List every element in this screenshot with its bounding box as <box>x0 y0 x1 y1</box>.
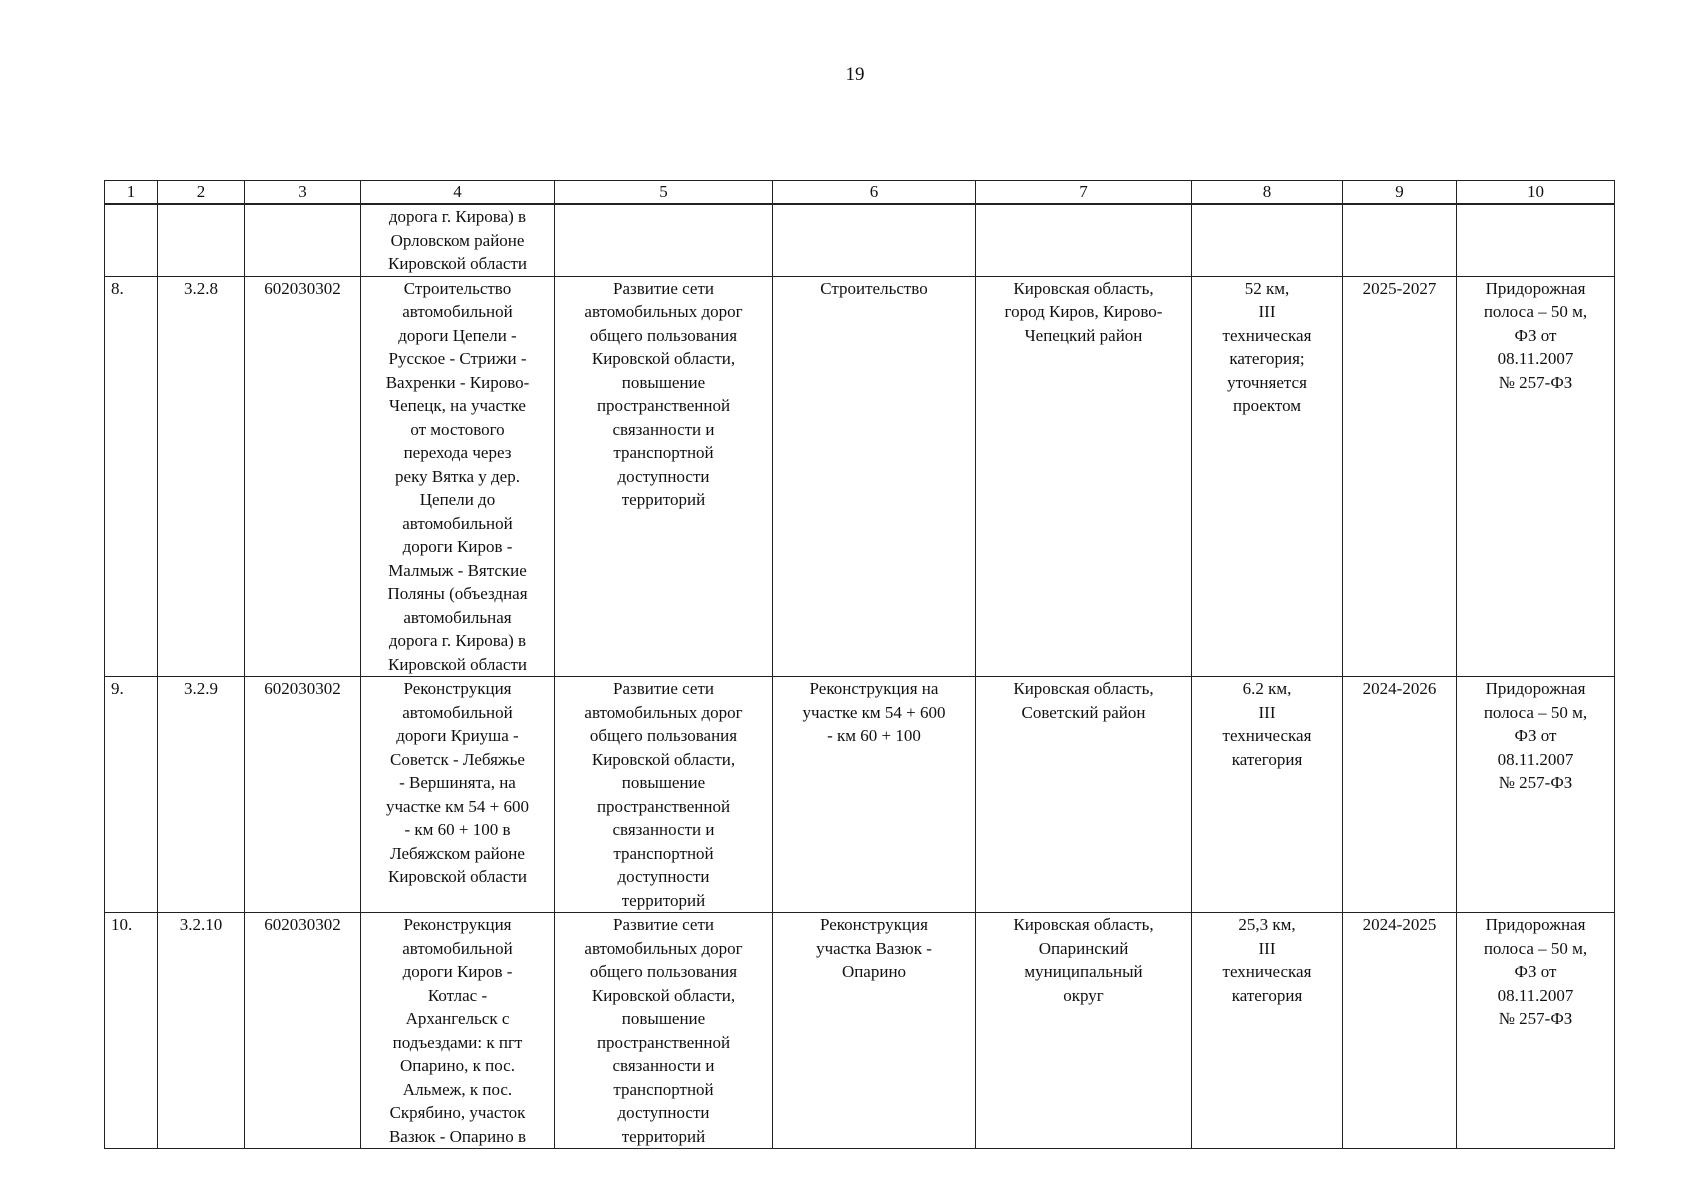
zone: Придорожная полоса – 50 м, ФЗ от 08.11.2007 № 257-ФЗ <box>1457 913 1615 1149</box>
characteristics: 6.2 км, III техническая категория <box>1192 677 1343 913</box>
column-number-row <box>105 181 1615 205</box>
classifier-code: 602030302 <box>245 913 361 1149</box>
table-cell <box>1192 204 1343 276</box>
column-header: 9 <box>1343 181 1457 205</box>
table-cell <box>158 204 245 276</box>
column-header: 10 <box>1457 181 1615 205</box>
item-code: 3.2.9 <box>158 677 245 913</box>
classifier-code: 602030302 <box>245 677 361 913</box>
table-cell: дорога г. Кирова) в Орловском районе Кировской области <box>361 204 555 276</box>
row-number: 10. <box>105 913 158 1149</box>
row-number: 9. <box>105 677 158 913</box>
table-cell <box>1343 204 1457 276</box>
column-header: 2 <box>158 181 245 205</box>
object-name: Реконструкция автомобильной дороги Криуша - Советск - Лебяжье - Вершинята, на участке км 54 + 600 - км 60 + 100 в Лебяжском районе Кировской области <box>361 677 555 913</box>
work-type: Строительство <box>773 276 976 677</box>
table-cell <box>976 204 1192 276</box>
zone: Придорожная полоса – 50 м, ФЗ от 08.11.2007 № 257-ФЗ <box>1457 677 1615 913</box>
location: Кировская область, Опаринский муниципальный округ <box>976 913 1192 1149</box>
column-header: 4 <box>361 181 555 205</box>
period: 2024-2025 <box>1343 913 1457 1149</box>
column-header: 3 <box>245 181 361 205</box>
table-row <box>105 913 1615 1149</box>
characteristics: 25,3 км, III техническая категория <box>1192 913 1343 1149</box>
column-header: 5 <box>555 181 773 205</box>
object-name: Реконструкция автомобильной дороги Киров - Котлас - Архангельск с подъездами: к пгт Опарино, к пос. Альмеж, к пос. Скрябино, участок Вазюк - Опарино в <box>361 913 555 1149</box>
table-row-continuation <box>105 204 1615 276</box>
period: 2025-2027 <box>1343 276 1457 677</box>
work-type: Реконструкция на участке км 54 + 600 - км 60 + 100 <box>773 677 976 913</box>
table-row <box>105 276 1615 677</box>
table-cell <box>555 204 773 276</box>
purpose: Развитие сети автомобильных дорог общего пользования Кировской области, повышение пространственной связанности и транспортной доступности территорий <box>555 276 773 677</box>
column-header: 6 <box>773 181 976 205</box>
period: 2024-2026 <box>1343 677 1457 913</box>
table-cell <box>773 204 976 276</box>
purpose: Развитие сети автомобильных дорог общего пользования Кировской области, повышение пространственной связанности и транспортной доступности территорий <box>555 677 773 913</box>
classifier-code: 602030302 <box>245 276 361 677</box>
work-type: Реконструкция участка Вазюк - Опарино <box>773 913 976 1149</box>
table-cell <box>105 204 158 276</box>
item-code: 3.2.8 <box>158 276 245 677</box>
table-cell <box>1457 204 1615 276</box>
location: Кировская область, Советский район <box>976 677 1192 913</box>
row-number: 8. <box>105 276 158 677</box>
purpose: Развитие сети автомобильных дорог общего пользования Кировской области, повышение пространственной связанности и транспортной доступности территорий <box>555 913 773 1149</box>
page-number: 19 <box>845 64 865 85</box>
characteristics: 52 км, III техническая категория; уточняется проектом <box>1192 276 1343 677</box>
data-table <box>104 180 1615 1149</box>
column-header: 1 <box>105 181 158 205</box>
zone: Придорожная полоса – 50 м, ФЗ от 08.11.2007 № 257-ФЗ <box>1457 276 1615 677</box>
object-name: Строительство автомобильной дороги Цепели - Русское - Стрижи - Вахренки - Кирово- Чепецк, на участке от мостового перехода через реку Вятка у дер. Цепели до автомобильной дороги Киров - Малмыж - Вятские Поляны (объездная автомобильная дорога г. Кирова) в Кировской области <box>361 276 555 677</box>
column-header: 8 <box>1192 181 1343 205</box>
table-row <box>105 677 1615 913</box>
table-cell <box>245 204 361 276</box>
location: Кировская область, город Киров, Кирово- Чепецкий район <box>976 276 1192 677</box>
item-code: 3.2.10 <box>158 913 245 1149</box>
column-header: 7 <box>976 181 1192 205</box>
